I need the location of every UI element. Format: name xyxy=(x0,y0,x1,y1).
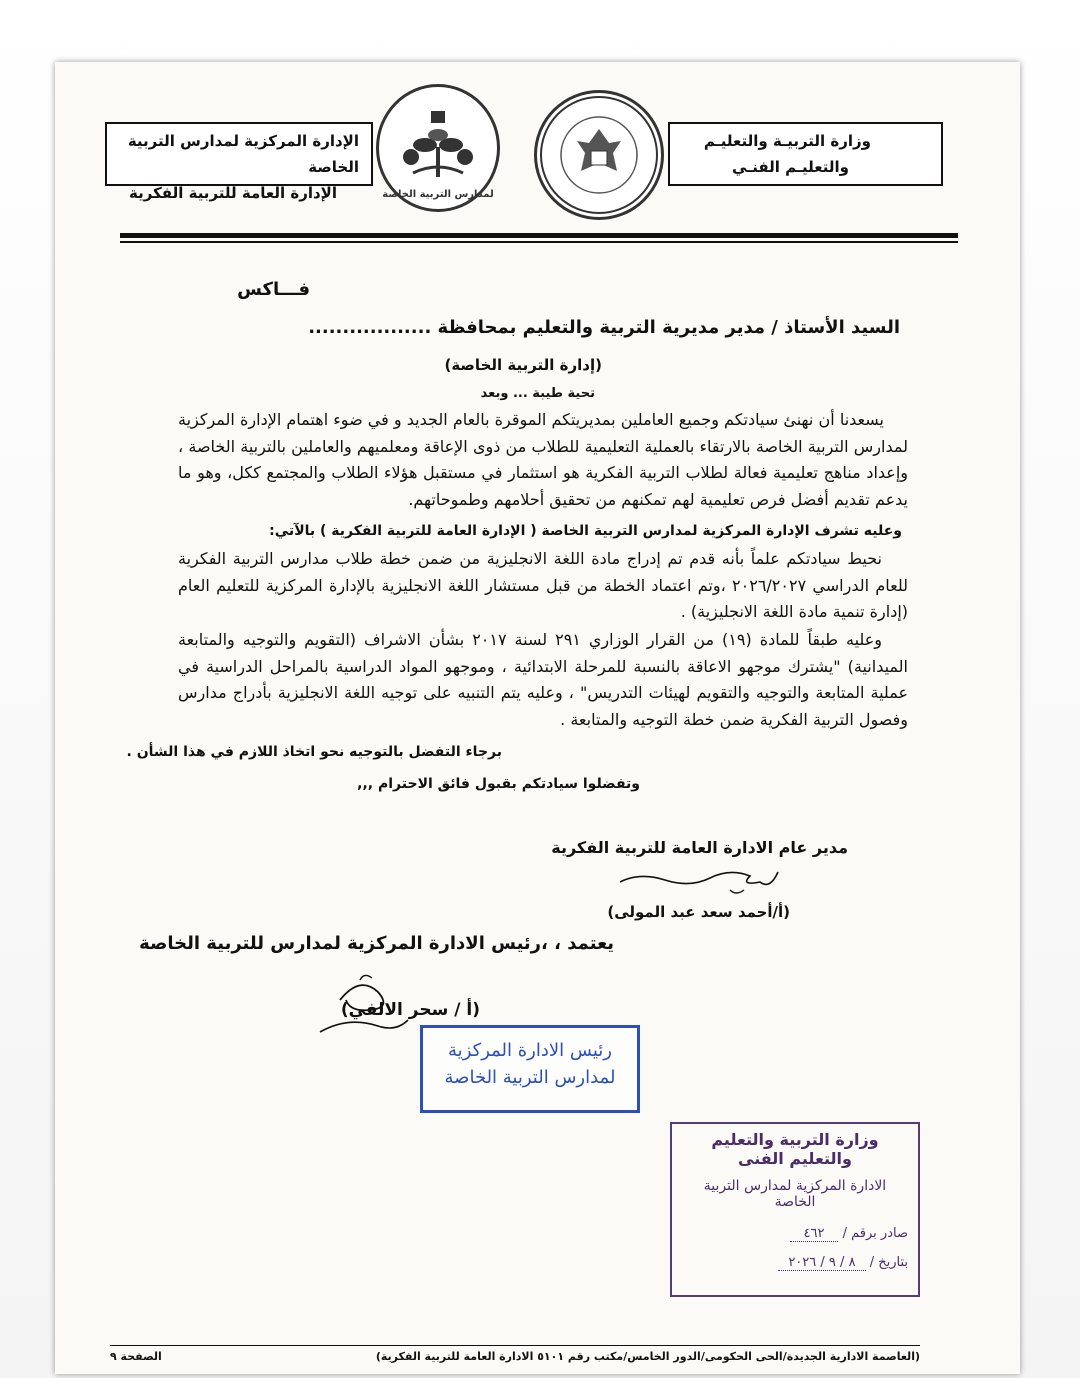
intro-paragraph: يسعدنا أن نهنئ سيادتكم وجميع العاملين بمديريتكم الموقرة بالعام الجديد و في ضوء اهتمام الإدارة المركزية لمدارس التربية الخاصة بالارتقاء بالعملية التعليمية للطلاب من ذوى الإعاقة ومعلميهم والعاملين بالتربية الخاصة ، وإعداد مناهج تعليمية فعالة لطلاب التربية الفكرية هو استثمار في مستقبل هؤلاء الطلاب والمجتمع ككل، وهو ما يدعم تقديم أفضل فرص تعليمية لهم تمكنهم من تحقيق أحلامهم وطموحاتهم. xyxy=(178,410,908,509)
ministry-seal xyxy=(534,90,664,220)
head-blue-stamp xyxy=(420,1025,640,1113)
ministry-header-box xyxy=(668,122,943,186)
date-label: بتاريخ / xyxy=(869,1255,908,1270)
outgoing-number: ٤٦٢ xyxy=(790,1226,839,1242)
director-name: (أ/أحمد سعد عبد المولى) xyxy=(607,903,790,921)
department-line: (إدارة التربية الخاصة) xyxy=(444,356,602,374)
head-name: (أ / سحر الالفي) xyxy=(340,1000,480,1020)
page-number: الصفحة ٩ xyxy=(110,1350,162,1363)
closing-line: وتفضلوا سيادتكم بقبول فائق الاحترام ,,, xyxy=(357,776,640,792)
ministry-line-2: والتعليـم الفنـي xyxy=(731,158,849,176)
footer-bar xyxy=(110,1345,920,1363)
greeting-line: تحية طيبة ... وبعد xyxy=(480,386,595,401)
purple-stamp-line-2: الادارة المركزية لمدارس التربية الخاصة xyxy=(703,1178,887,1210)
outgoing-date-row xyxy=(682,1255,908,1270)
ministry-eagle-emblem-icon xyxy=(537,93,661,217)
request-line: برجاء التفضل بالتوجيه نحو اتخاذ اللازم في هذا الشأن . xyxy=(126,744,502,760)
outgoing-purple-stamp xyxy=(670,1122,920,1297)
special-education-seal xyxy=(376,84,500,212)
ministry-line-1: وزارة التربيـة والتعليـم xyxy=(703,132,871,150)
english-subject-paragraph: نحيط سيادتكم علماً بأنه قدم تم إدراج مادة اللغة الانجليزية من ضمن خطة طلاب مدارس التربية الفكرية للعام الدراسي ٢٠٢٦/٢٠٢٧ ،وتم اعتماد الخطة من قبل مستشار اللغة الانجليزية بالإدارة المركزية للتعليم العام (إدارة تنمية مادة اللغة الانجليزية) . xyxy=(178,549,909,621)
blue-stamp-line-2: لمدارس التربية الخاصة xyxy=(444,1067,616,1088)
footer-address: (العاصمة الادارية الجديدة/الحى الحكومى/الدور الخامس/مكتب رقم ٥١٠١ الادارة العامة للتربية الفكرية) xyxy=(375,1350,920,1363)
approval-line: يعتمد ، ،رئيس الادارة المركزية لمدارس للتربية الخاصة xyxy=(139,933,614,954)
central-admin-line-1: الإدارة المركزية لمدارس التربية الخاصة xyxy=(127,132,359,176)
general-admin-line-2: الإدارة العامة للتربية الفكرية xyxy=(129,184,337,202)
purple-stamp-line-1: وزارة التربية والتعليم والتعليم الفنى xyxy=(711,1130,879,1168)
addressee-line: السيد الأستاذ / مدير مديرية التربية والتعليم بمحافظة .................. xyxy=(308,317,900,338)
ministerial-decree-paragraph: وعليه طبقاً للمادة (١٩) من القرار الوزاري ٢٩١ لسنة ٢٠١٧ بشأن الاشراف (التقويم والتوجيه والمتابعة الميدانية) "يشترك موجهو الاعاقة بالنسبة للمرحلة الابتدائية ، وموجهو المواد الدراسية بالمراحل الدراسية في عملية المتابعة والتوجيه والتقويم لهيئات التدريس" ، وعليه يتم التنبيه على توجيه اللغة الانجليزية بأدراج مدارس وفصول التربية الفكرية ضمن خطة التوجيه والمتابعة . xyxy=(178,630,908,729)
outgoing-number-row xyxy=(682,1226,908,1241)
date-value: ٨ / ٩ / ٢٠٢٦ xyxy=(778,1255,865,1271)
tree-books-emblem-icon xyxy=(393,107,483,187)
header-rule-thin xyxy=(120,241,958,243)
central-admin-header-box xyxy=(105,122,373,202)
outgoing-label: صادر برقم / xyxy=(842,1226,908,1241)
header-rule-thick xyxy=(120,233,958,238)
special-education-seal-text: لمدارس التربية الخاصة xyxy=(382,188,494,200)
blue-stamp-line-1: رئيس الادارة المركزية xyxy=(448,1040,612,1061)
fax-label: فـــاكس xyxy=(237,279,310,300)
director-title: مدير عام الادارة العامة للتربية الفكرية xyxy=(551,838,848,857)
honor-line: وعليه تشرف الإدارة المركزية لمدارس التربية الخاصة ( الإدارة العامة للتربية الفكرية ) بالآتي: xyxy=(269,523,902,539)
director-signature-icon xyxy=(610,860,790,900)
